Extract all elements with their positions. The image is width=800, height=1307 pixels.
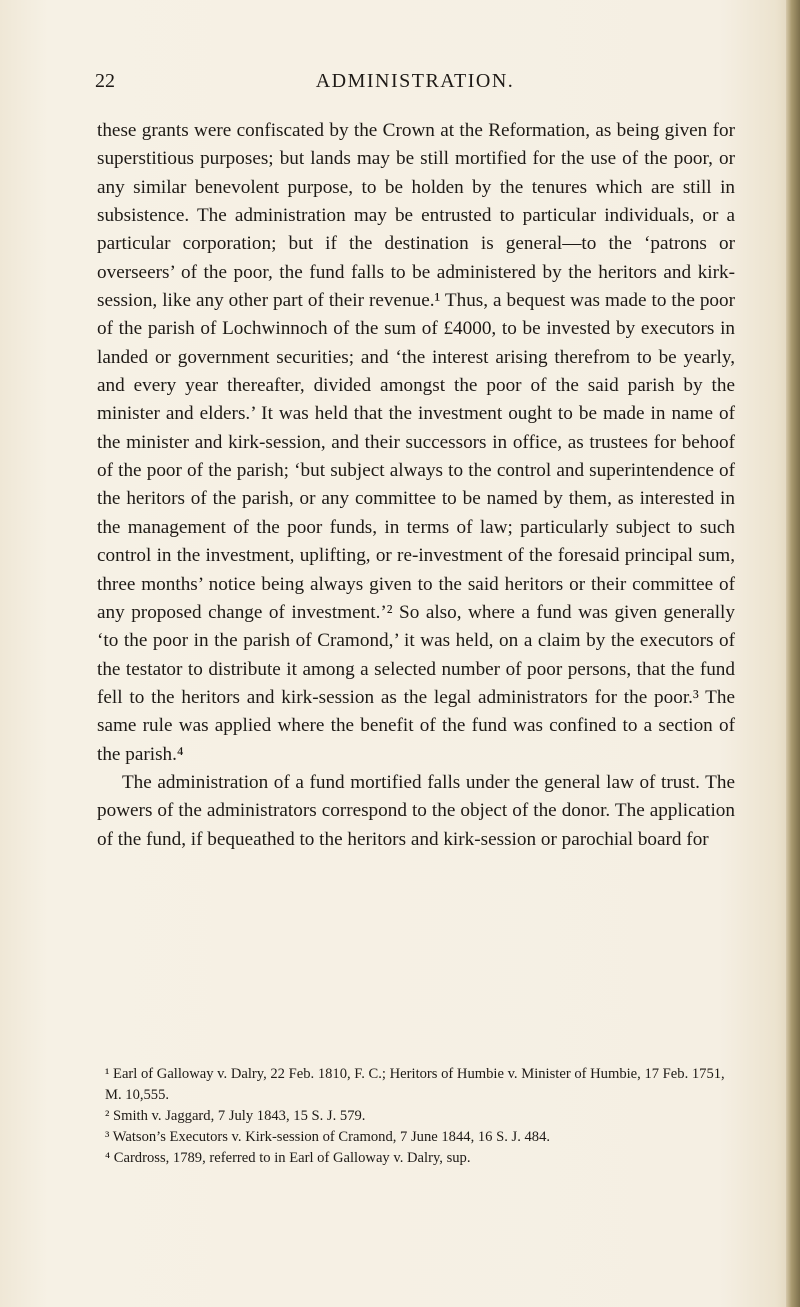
body-text	[97, 117, 735, 854]
footnote-4: ⁴ Cardross, 1789, referred to in Earl of Galloway v. Dalry, sup.	[105, 1150, 471, 1166]
paragraph: these grants were confiscated by the Crown at the Reformation, as being given for superstitious purposes; but lands may be still mortified for the use of the poor, or any similar benevolent purpose, to be holden by the tenures which are still in subsistence. The administration may be entrusted to particular individuals, or a particular corporation; but if the destination is general—to the ‘patrons or overseers’ of the poor, the fund falls to be administered by the heritors and kirk-session, like any other part of their revenue.¹ Thus, a bequest was made to the poor of the parish of Lochwinnoch of the sum of £4000, to be invested by executors in landed or government securities; and ‘the interest arising therefrom to be yearly, and every year thereafter, divided amongst the poor of the said parish by the minister and elders.’ It was held that the investment ought to be made in name of the minister and kirk-session, and their successors in office, as trustees for behoof of the poor of the parish; ‘but subject always to the control and superintendence of the heritors of the parish, or any committee to be named by them, as interested in the management of the poor funds, in terms of law; particularly subject to such control in the investment, uplifting, or re-investment of the foresaid principal sum, three months’ notice being always given to the said heritors or their committee of any proposed change of investment.’² So also, where a fund was given generally ‘to the poor in the parish of Cramond,’ it was held, on a claim by the executors of the testator to distribute it among a selected number of poor persons, that the fund fell to the heritors and kirk-session as the legal administrators for the poor.³ The same rule was applied where the benefit of the fund was confined to a section of the parish.⁴	[97, 120, 735, 765]
page-header	[95, 70, 735, 104]
footnote-1: ¹ Earl of Galloway v. Dalry, 22 Feb. 1810, F. C.; Heritors of Humbie v. Minister of Humbie, 17 Feb. 1751, M. 10,555.	[105, 1066, 725, 1103]
footnote-3: ³ Watson’s Executors v. Kirk-session of Cramond, 7 June 1844, 16 S. J. 484.	[105, 1129, 551, 1145]
footnotes	[105, 1064, 735, 1169]
running-head: ADMINISTRATION.	[315, 70, 515, 92]
page-number: 22	[95, 70, 115, 92]
paragraph: The administration of a fund mortified falls under the general law of trust. The powers of the administrators correspond to the object of the donor. The application of the fund, if bequeathed to the heritors and kirk-session or parochial board for	[97, 771, 735, 850]
page-edge-shadow	[786, 0, 800, 1307]
footnote-2: ² Smith v. Jaggard, 7 July 1843, 15 S. J. 579.	[105, 1108, 366, 1124]
